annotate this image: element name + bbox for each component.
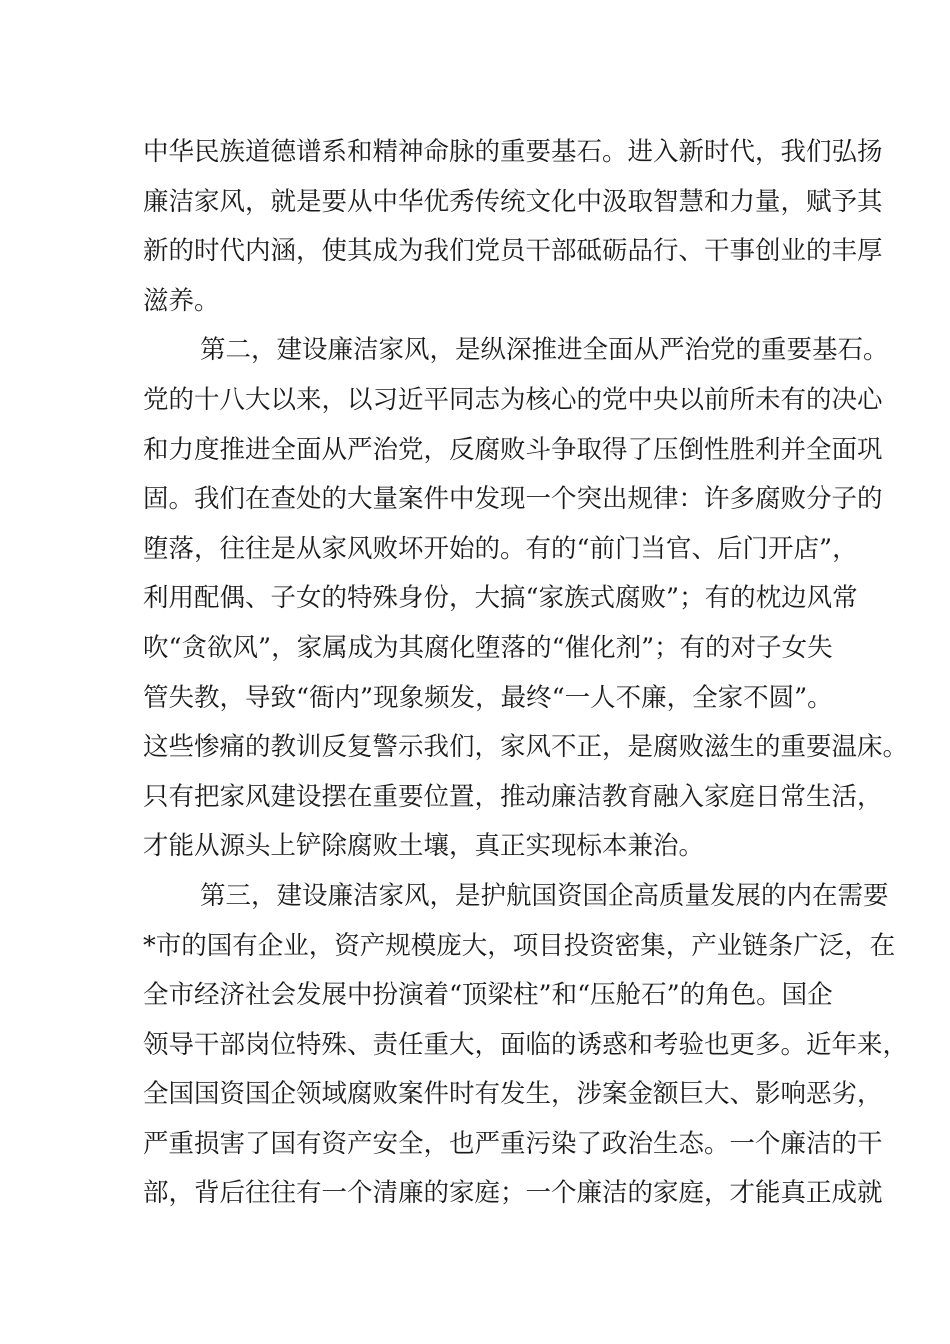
paragraph — [143, 326, 909, 872]
text-line: 部，背后往往有一个清廉的家庭；一个廉洁的家庭，才能真正成就 — [143, 1178, 883, 1209]
text-line: 廉洁家风，就是要从中华优秀传统文化中汲取智慧和力量，赋予其 — [143, 186, 883, 217]
text-line: 领导干部岗位特殊、责任重大，面临的诱惑和考验也更多。近年来， — [143, 1029, 909, 1060]
text-line: 新的时代内涵，使其成为我们党员干部砥砺品行、干事创业的丰厚 — [143, 236, 883, 267]
text-line: 固。我们在查处的大量案件中发现一个突出规律：许多腐败分子的 — [143, 484, 883, 515]
document-body — [143, 128, 909, 1219]
text-line: 党的十八大以来，以习近平同志为核心的党中央以前所未有的决心 — [143, 384, 883, 415]
paragraph — [143, 872, 909, 1219]
text-line: 第三，建设廉洁家风，是护航国资国企高质量发展的内在需要 — [200, 880, 889, 911]
text-line: 和力度推进全面从严治党，反腐败斗争取得了压倒性胜利并全面巩 — [143, 434, 883, 465]
text-line: 全国国资国企领域腐败案件时有发生，涉案金额巨大、影响恶劣， — [143, 1079, 883, 1110]
text-line: 中华民族道德谱系和精神命脉的重要基石。进入新时代，我们弘扬 — [143, 137, 883, 167]
text-line: 严重损害了国有资产安全，也严重污染了政治生态。一个廉洁的干 — [143, 1128, 883, 1159]
text-line: 这些惨痛的教训反复警示我们，家风不正，是腐败滋生的重要温床。 — [143, 732, 909, 763]
text-line: 全市经济社会发展中扮演着“顶梁柱”和“压舱石”的角色。国企 — [143, 980, 833, 1011]
text-line: 利用配偶、子女的特殊身份，大搞“家族式腐败”；有的枕边风常 — [143, 583, 858, 614]
text-line: 第二，建设廉洁家风，是纵深推进全面从严治党的重要基石。 — [200, 335, 889, 366]
text-line: 滋养。 — [143, 285, 220, 316]
text-line: 管失教，导致“衙内”现象频发，最终“一人不廉，全家不圆”。 — [143, 682, 833, 713]
text-line: 才能从源头上铲除腐败土壤，真正实现标本兼治。 — [143, 831, 705, 862]
text-line: 只有把家风建设摆在重要位置，推动廉洁教育融入家庭日常生活， — [143, 781, 883, 812]
text-line: *市的国有企业，资产规模庞大，项目投资密集，产业链条广泛，在 — [143, 930, 896, 961]
paragraph — [143, 128, 883, 326]
text-line: 堕落，往往是从家风败坏开始的。有的“前门当官、后门开店”， — [143, 533, 858, 564]
text-line: 吹“贪欲风”，家属成为其腐化堕落的“催化剂”；有的对子女失 — [143, 632, 833, 663]
